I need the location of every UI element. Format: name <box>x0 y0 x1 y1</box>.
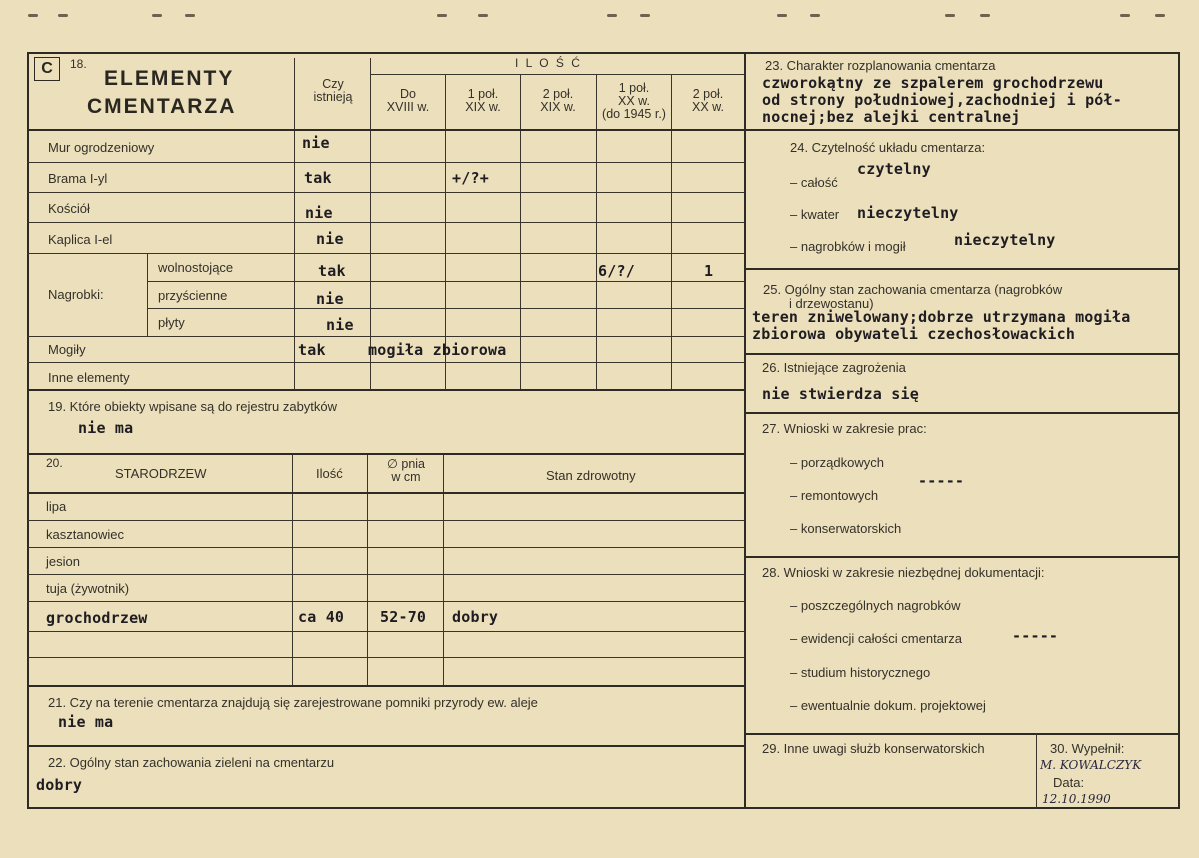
s23-line1: czworokątny ze szpalerem grochodrzewu <box>762 74 1104 92</box>
value-wolnostojace-1xx: 6/?/ <box>598 262 635 280</box>
col-exists-header: Czy istnieją <box>313 77 353 105</box>
col-period-2xix: 2 poł. XIX w. <box>540 87 576 115</box>
s22-label: 22. Ogólny stan zachowania zieleni na cmentarzu <box>48 755 335 770</box>
row-label-wolnostojace: wolnostojące <box>158 260 234 275</box>
s24-item-calosc: – całość <box>790 175 838 190</box>
col-period-1xx: 1 poł. XX w. (do 1945 r.) <box>602 81 666 122</box>
s20-col-amount: Ilość <box>316 466 343 481</box>
value-wolnostojace-2xx: 1 <box>704 262 714 280</box>
species-jesion: jesion <box>46 554 80 569</box>
s30-signature: M. KOWALCZYK <box>1040 758 1142 772</box>
value-plyty-exists: nie <box>326 316 354 334</box>
s28-label: 28. Wnioski w zakresie niezbędnej dokumentacji: <box>762 565 1045 580</box>
s27-label: 27. Wnioski w zakresie prac: <box>762 421 927 436</box>
value-mogily-note: mogiła zbiorowa <box>368 341 507 359</box>
s23-line2: od strony południowej,zachodniej i pół- <box>762 91 1122 109</box>
s28-item-nagrobkow: – poszczególnych nagrobków <box>790 598 961 613</box>
s29-label: 29. Inne uwagi służb konserwatorskich <box>762 741 985 756</box>
value-wolnostojace-exists: tak <box>318 262 346 280</box>
section-label: C <box>34 57 60 81</box>
s27-item-porzadkowych: – porządkowych <box>790 455 884 470</box>
s23-line3: nocnej;bez alejki centralnej <box>762 108 1021 126</box>
species-kasztanowiec: kasztanowiec <box>46 527 125 542</box>
row-label-brama: Brama I-yl <box>48 171 108 186</box>
value-brama-exists: tak <box>304 169 332 187</box>
s30-label: 30. Wypełnił: <box>1050 741 1125 756</box>
s24-item-nagrobkow: – nagrobków i mogił <box>790 239 906 254</box>
s21-label: 21. Czy na terenie cmentarza znajdują się zarejestrowane pomniki przyrody ew. aleje <box>48 695 538 710</box>
s20-title: STARODRZEW <box>115 466 207 481</box>
value-mur-exists: nie <box>302 134 330 152</box>
s18-title-line2: CMENTARZA <box>87 95 237 118</box>
s28-item-projektowej: – ewentualnie dokum. projektowej <box>790 698 986 713</box>
s25-label-line1: 25. Ogólny stan zachowania cmentarza (nagrobków <box>763 282 1063 297</box>
value-kosciol-exists: nie <box>305 204 333 222</box>
col-period-1xix: 1 poł. XIX w. <box>465 87 501 115</box>
col-amount-header: I L O Ś Ć <box>515 56 582 70</box>
grochodrzew-health: dobry <box>452 608 499 626</box>
s25-line1: teren zniwelowany;dobrze utrzymana mogiła <box>752 308 1131 326</box>
row-label-inne: Inne elementy <box>48 370 130 385</box>
s28-item-ewidencji: – ewidencji całości cmentarza <box>790 631 962 646</box>
s21-value: nie ma <box>58 713 114 731</box>
s20-col-diameter: ∅ pnia w cm <box>387 457 425 485</box>
s26-value: nie stwierdza się <box>762 385 919 403</box>
row-label-kosciol: Kościół <box>48 201 90 216</box>
row-label-plyty: płyty <box>158 315 185 330</box>
s23-label: 23. Charakter rozplanowania cmentarza <box>765 58 996 73</box>
s25-line2: zbiorowa obywateli czechosłowackich <box>752 325 1076 343</box>
s28-dash: ----- <box>1012 627 1059 645</box>
species-grochodrzew: grochodrzew <box>46 609 148 627</box>
col-period-2xx: 2 poł. XX w. <box>692 87 724 115</box>
s18-number: 18. <box>70 57 87 71</box>
species-lipa: lipa <box>46 499 67 514</box>
s30-date: 12.10.1990 <box>1042 792 1111 806</box>
s24-label: 24. Czytelność układu cmentarza: <box>790 140 986 155</box>
row-label-mogily: Mogiły <box>48 342 86 357</box>
s27-item-remontowych: – remontowych <box>790 488 879 503</box>
row-label-mur: Mur ogrodzeniowy <box>48 140 155 155</box>
s30-date-label: Data: <box>1053 775 1085 790</box>
s19-value: nie ma <box>78 419 134 437</box>
row-label-przyscienne: przyścienne <box>158 288 228 303</box>
grochodrzew-diameter: 52-70 <box>380 608 427 626</box>
value-przyscienne-exists: nie <box>316 290 344 308</box>
s24-item-kwater: – kwater <box>790 207 840 222</box>
row-label-nagrobki: Nagrobki: <box>48 287 104 302</box>
s20-number: 20. <box>46 456 63 470</box>
s28-item-studium: – studium historycznego <box>790 665 931 680</box>
value-kaplica-exists: nie <box>316 230 344 248</box>
value-mogily-exists: tak <box>298 341 326 359</box>
species-tuja: tuja (żywotnik) <box>46 581 130 596</box>
s24-value-calosc: czytelny <box>857 160 931 178</box>
s24-value-kwater: nieczytelny <box>857 204 959 222</box>
grochodrzew-amount: ca 40 <box>298 608 345 626</box>
s20-col-health: Stan zdrowotny <box>546 468 636 483</box>
s27-dash: ----- <box>918 472 965 490</box>
s18-title-line1: ELEMENTY <box>104 67 235 90</box>
col-period-xviii: Do XVIII w. <box>386 87 430 115</box>
s25-label-line2: i drzewostanu) <box>789 296 874 311</box>
row-label-kaplica: Kaplica I-el <box>48 232 113 247</box>
s22-value: dobry <box>36 776 83 794</box>
s19-label: 19. Które obiekty wpisane są do rejestru zabytków <box>48 399 338 414</box>
s24-value-nagrobkow: nieczytelny <box>954 231 1056 249</box>
value-brama-1xix: +/?+ <box>452 169 489 187</box>
s26-label: 26. Istniejące zagrożenia <box>762 360 906 375</box>
s27-item-konserwatorskich: – konserwatorskich <box>790 521 902 536</box>
